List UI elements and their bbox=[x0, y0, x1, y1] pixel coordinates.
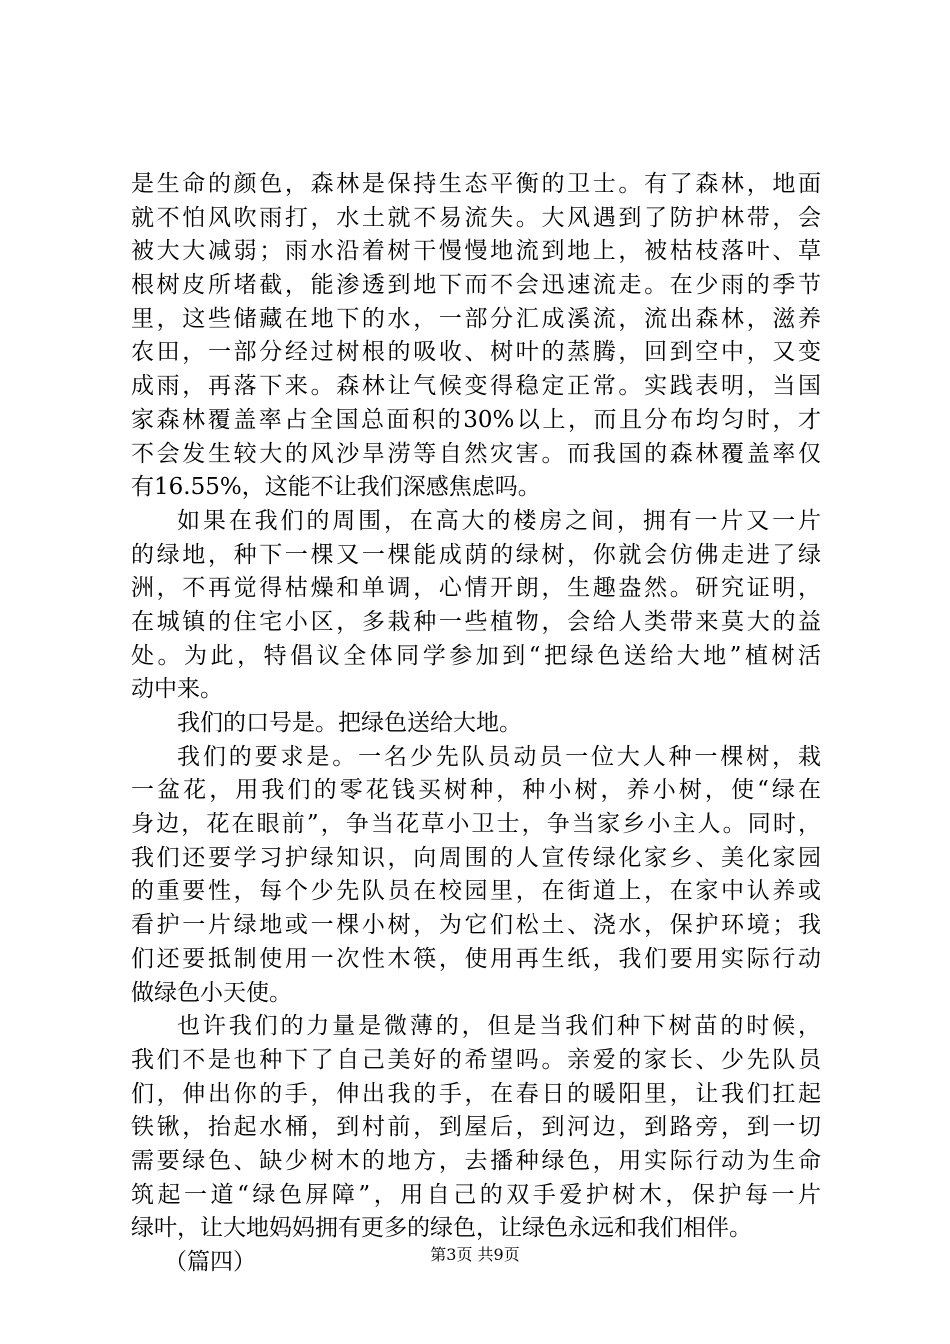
text-line: 我们还要学习护绿知识，向周围的人宣传绿化家乡、美化家园 bbox=[131, 844, 821, 871]
body-text bbox=[131, 168, 821, 1280]
text-line: 看护一片绿地或一棵小树，为它们松土、浇水，保护环境；我 bbox=[131, 912, 821, 939]
text-line: 根树皮所堵截，能渗透到地下而不会迅速流走。在少雨的季节 bbox=[131, 272, 821, 299]
text-line: 做绿色小天使。 bbox=[131, 979, 292, 1006]
text-line: 们，伸出你的手，伸出我的手，在春日的暖阳里，让我们扛起 bbox=[131, 1080, 821, 1107]
text-line: 动中来。 bbox=[131, 676, 223, 703]
text-line: 需要绿色、缺少树木的地方，去播种绿色，用实际行动为生命 bbox=[131, 1147, 821, 1174]
text-line: 铁锹，抬起水桶，到村前，到屋后，到河边，到路旁，到一切 bbox=[131, 1114, 821, 1141]
text-line: 绿叶，让大地妈妈拥有更多的绿色，让绿色永远和我们相伴。 bbox=[131, 1215, 752, 1242]
text-line: 们还要抵制使用一次性木筷，使用再生纸，我们要用实际行动 bbox=[131, 945, 821, 972]
text-line: 成雨，再落下来。森林让气候变得稳定正常。实践表明，当国 bbox=[131, 373, 821, 400]
text-line: 处。为此，特倡议全体同学参加到“把绿色送给大地”植树活 bbox=[131, 642, 821, 669]
text-line: 就不怕风吹雨打，水土就不易流失。大风遇到了防护林带，会 bbox=[131, 204, 821, 231]
text-line: 不会发生较大的风沙旱涝等自然灾害。而我国的森林覆盖率仅 bbox=[131, 440, 821, 467]
text-line: 我们的要求是。一名少先队员动员一位大人种一棵树，栽 bbox=[177, 743, 821, 770]
text-line: 是生命的颜色，森林是保持生态平衡的卫士。有了森林，地面 bbox=[131, 171, 821, 197]
section-heading: （篇四） bbox=[164, 1249, 256, 1275]
text-line: 家森林覆盖率占全国总面积的30%以上，而且分布均匀时，才 bbox=[131, 406, 821, 433]
text-line: 一盆花，用我们的零花钱买树种，种小树，养小树，使“绿在 bbox=[131, 777, 821, 804]
text-line: 的绿地，种下一棵又一棵能成荫的绿树，你就会仿佛走进了绿 bbox=[131, 541, 821, 568]
text-line: 有16.55%，这能不让我们深感焦虑吗。 bbox=[131, 474, 541, 501]
text-line: 农田，一部分经过树根的吸收、树叶的蒸腾，回到空中，又变 bbox=[131, 339, 821, 366]
text-line: 被大大减弱；雨水沿着树干慢慢地流到地上，被枯枝落叶、草 bbox=[131, 238, 821, 265]
text-line: 洲，不再觉得枯燥和单调，心情开朗，生趣盎然。研究证明， bbox=[131, 575, 821, 602]
text-line: 身边，花在眼前”，争当花草小卫士，争当家乡小主人。同时， bbox=[131, 811, 821, 838]
text-line: 我们的口号是。把绿色送给大地。 bbox=[177, 710, 522, 736]
text-line: 的重要性，每个少先队员在校园里，在街道上，在家中认养或 bbox=[131, 878, 821, 905]
text-line: 里，这些储藏在地下的水，一部分汇成溪流，流出森林，滋养 bbox=[131, 305, 821, 332]
text-line: 在城镇的住宅小区，多栽种一些植物，会给人类带来莫大的益 bbox=[131, 608, 821, 635]
page-footer: 第3页 共9页 bbox=[430, 1245, 520, 1264]
text-line: 如果在我们的周围，在高大的楼房之间，拥有一片又一片 bbox=[177, 507, 821, 534]
text-line: 也许我们的力量是微薄的，但是当我们种下树苗的时候， bbox=[177, 1013, 821, 1040]
text-line: 筑起一道“绿色屏障”，用自己的双手爱护树木，保护每一片 bbox=[131, 1181, 821, 1208]
text-line: 我们不是也种下了自己美好的希望吗。亲爱的家长、少先队员 bbox=[131, 1046, 821, 1073]
